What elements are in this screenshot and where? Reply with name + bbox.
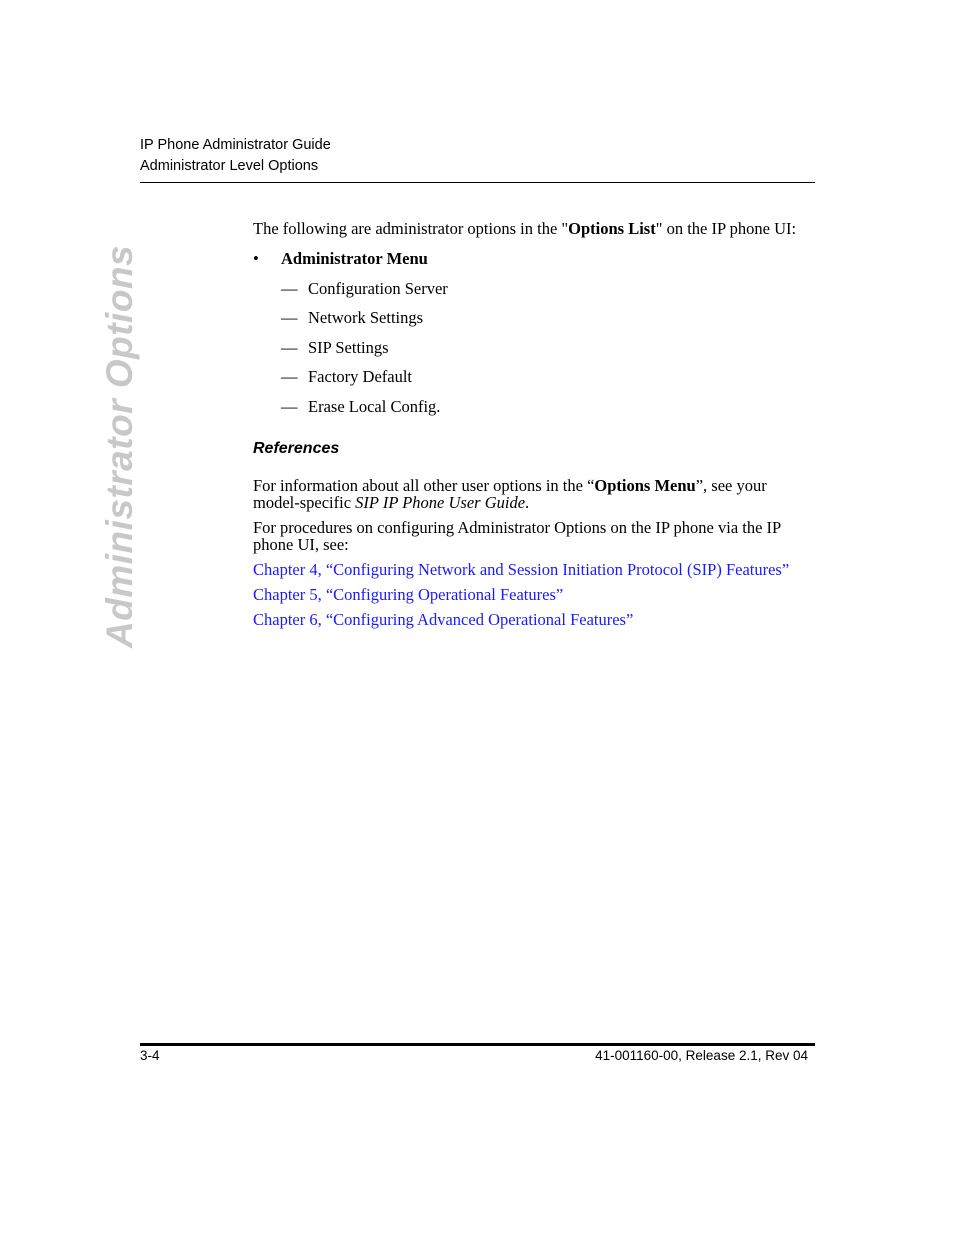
submenu-item-label: Network Settings (308, 308, 424, 327)
link-chapter-5[interactable]: Chapter 5, “Configuring Operational Features” (253, 585, 564, 604)
para1-text-after: . (525, 493, 530, 512)
submenu-item (281, 398, 440, 416)
bullet-marker: • (253, 249, 259, 268)
footer-doc-id: 41-001160-00, Release 2.1, Rev 04 (595, 1048, 808, 1063)
references-paragraph-2: For procedures on configuring Administrator Options on the IP phone via the IP phone UI, see: (253, 518, 781, 554)
submenu-item-label: SIP Settings (308, 338, 389, 357)
submenu-item-label: Erase Local Config. (308, 397, 441, 416)
submenu-dash: — (281, 308, 298, 327)
footer-divider (140, 1043, 815, 1046)
link-chapter-6[interactable]: Chapter 6, “Configuring Advanced Operational Features” (253, 610, 634, 629)
intro-paragraph (253, 220, 796, 238)
submenu-item-label: Configuration Server (308, 279, 448, 298)
para1-guide-title: SIP IP Phone User Guide (355, 493, 526, 512)
references-paragraph-1 (253, 477, 815, 511)
para1-options-menu: Options Menu (594, 476, 696, 495)
submenu-dash: — (281, 367, 298, 386)
bullet-label: Administrator Menu (281, 249, 428, 268)
header-divider (140, 182, 815, 183)
submenu-item-label: Factory Default (308, 367, 413, 386)
intro-options-list: Options List (568, 219, 656, 238)
submenu-item (281, 368, 412, 386)
header-section-title: Administrator Level Options (140, 158, 319, 174)
submenu-dash: — (281, 397, 298, 416)
header-guide-title: IP Phone Administrator Guide (140, 137, 331, 153)
link-chapter-4[interactable]: Chapter 4, “Configuring Network and Session Initiation Protocol (SIP) Features” (253, 560, 790, 579)
bullet-item (253, 250, 428, 268)
para1-text-before: For information about all other user options in the “ (253, 476, 595, 495)
footer-page-number: 3-4 (140, 1048, 160, 1063)
submenu-item (281, 280, 448, 298)
para1-text-middle: ”, see your model-specific (253, 476, 767, 512)
submenu-item (281, 309, 423, 327)
intro-text-before: The following are administrator options in the " (253, 219, 569, 238)
intro-text-after: " on the IP phone UI: (655, 219, 797, 238)
side-tab-title: Administrator Options (99, 244, 140, 648)
references-heading: References (253, 440, 340, 457)
submenu-dash: — (281, 279, 298, 298)
submenu-dash: — (281, 338, 298, 357)
submenu-item (281, 339, 389, 357)
